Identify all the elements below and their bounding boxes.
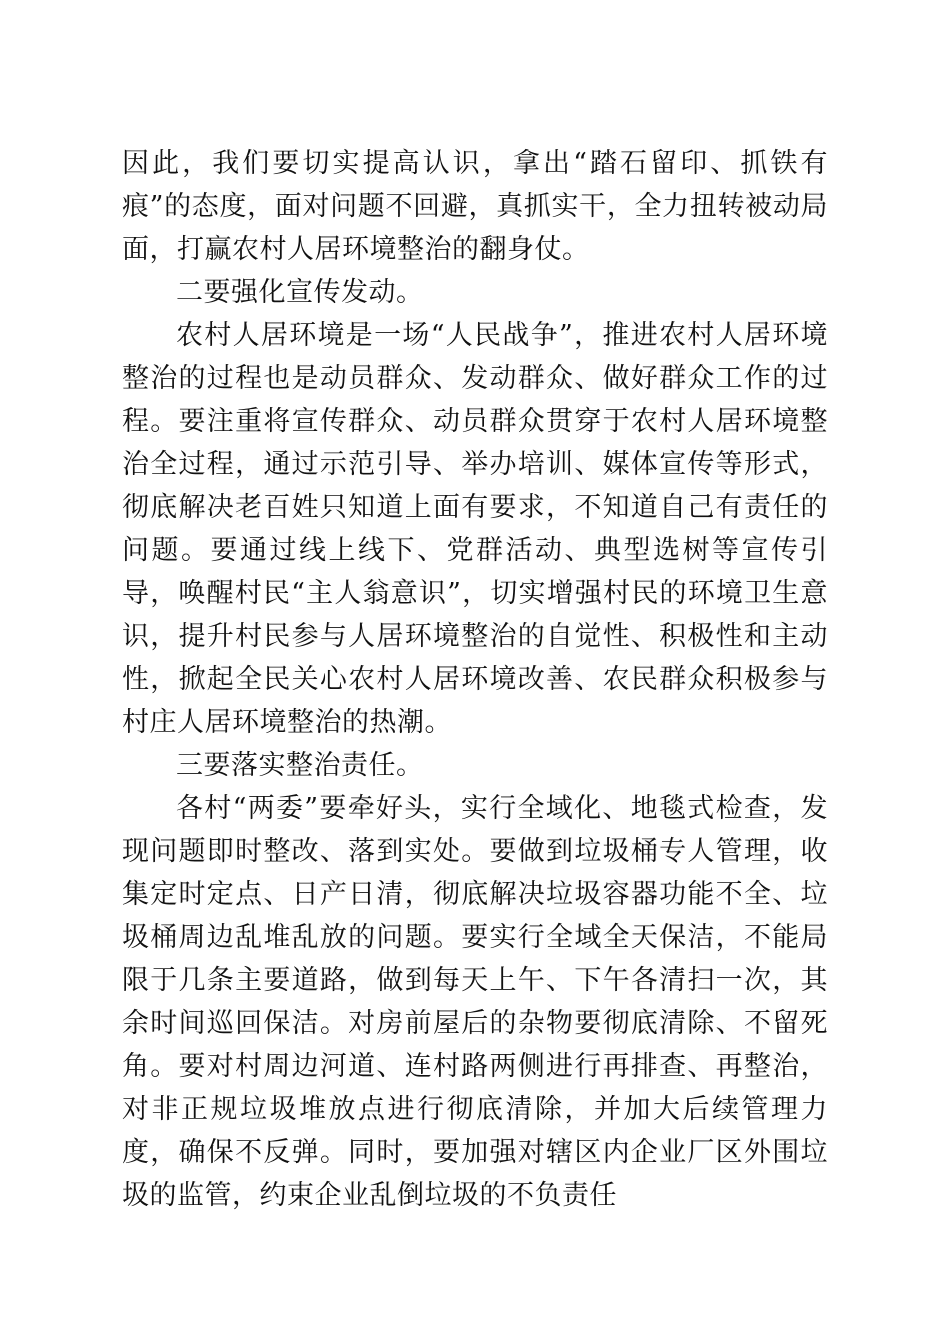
document-body [122,142,828,1217]
paragraph-responsibility: 各村“两委”要牵好头，实行全域化、地毯式检查，发现问题即时整改、落到实处。要做到垃圾桶专人管理，收集定时定点、日产日清，彻底解决垃圾容器功能不全、垃圾桶周边乱堆乱放的问题。要实行全域全天保洁，不能局限于几条主要道路，做到每天上午、下午各清扫一次，其余时间巡回保洁。对房前屋后的杂物要彻底清除、不留死角。要对村周边河道、连村路两侧进行再排查、再整治，对非正规垃圾堆放点进行彻底清除，并加大后续管理力度，确保不反弹。同时，要加强对辖区内企业厂区外围垃圾的监管，约束企业乱倒垃圾的不负责任 [122,793,828,1211]
section-heading-3: 三要落实整治责任。 [176,750,424,781]
paragraph-continuation: 因此，我们要切实提高认识，拿出“踏石留印、抓铁有痕”的态度，面对问题不回避，真抓实干，全力扭转被动局面，打赢农村人居环境整治的翻身仗。 [122,148,828,265]
section-heading-2: 二要强化宣传发动。 [176,277,424,308]
paragraph-publicity: 农村人居环境是一场“人民战争”，推进农村人居环境整治的过程也是动员群众、发动群众、做好群众工作的过程。要注重将宣传群众、动员群众贯穿于农村人居环境整治全过程，通过示范引导、举办培训、媒体宣传等形式，彻底解决老百姓只知道上面有要求，不知道自己有责任的问题。要通过线上线下、党群活动、典型选树等宣传引导，唤醒村民“主人翁意识”，切实增强村民的环境卫生意识，提升村民参与人居环境整治的自觉性、积极性和主动性，掀起全民关心农村人居环境改善、农民群众积极参与村庄人居环境整治的热潮。 [122,320,828,738]
